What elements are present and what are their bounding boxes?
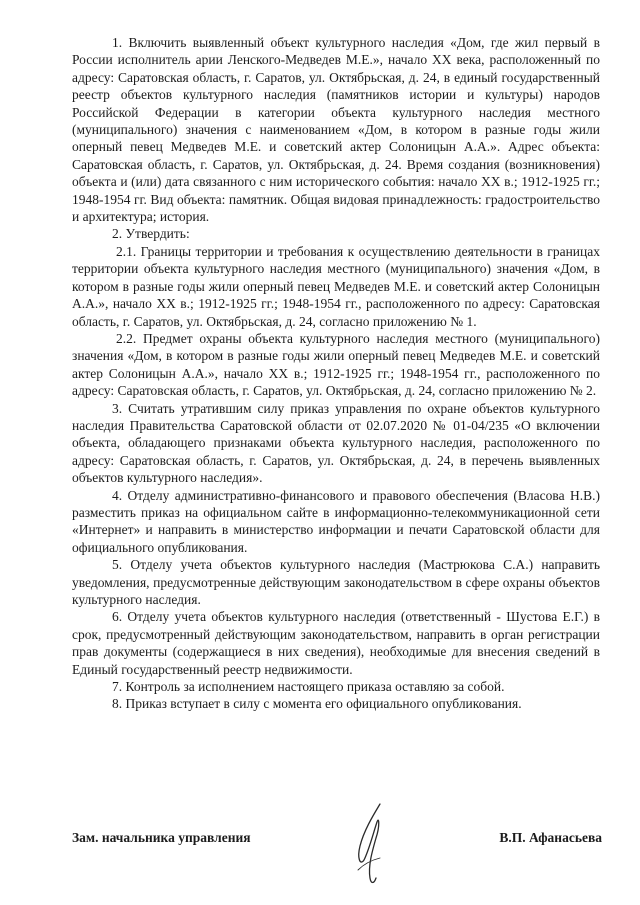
paragraph-8: 8. Приказ вступает в силу с момента его официального опубликования. — [112, 696, 522, 712]
signatory-position: Зам. начальника управления — [72, 830, 251, 845]
paragraph-2-1: 2.1. Границы территории и требования к осуществлению деятельности в границах территории объекта культурного наследия местного (муниципального) значения «Дом, в котором в разные годы жили оперный певец Медведев М.Е. и советский актер Солоницын А.А.», начало XX в.; 1912-1925 гг.; 1948-1954 гг., расположенного по адресу: Саратовская область, г. Саратов, ул. Октябрьская, д. 24, согласно приложению № 1. — [72, 243, 600, 329]
paragraph-3: 3. Считать утратившим силу приказ управления по охране объектов культурного наследия Правительства Саратовской области от 02.07.2020 № 01-04/235 «О включении объекта, обладающего признаками объекта культурного наследия, расположенного по адресу: Саратовская область, г. Саратов, ул. Октябрьская, д. 24, в перечень выявленных объектов культурного наследия». — [72, 400, 600, 486]
paragraph-2-2: 2.2. Предмет охраны объекта культурного наследия местного (муниципального) значения «Дом, в котором в разные годы жили оперный певец Медведев М.Е. и советский актер Солоницын А.А.», начало XX в.; 1912-1925 гг.; 1948-1954 гг., расположенного по адресу: Саратовская область, г. Саратов, ул. Октябрьская, д. 24, согласно приложению № 2. — [72, 330, 600, 399]
handwritten-signature — [340, 800, 400, 890]
paragraph-7: 7. Контроль за исполнением настоящего приказа оставляю за собой. — [112, 679, 505, 695]
paragraph-6: 6. Отделу учета объектов культурного наследия (ответственный - Шустова Е.Г.) в срок, предусмотренный действующим законодательством, направить в орган регистрации прав документы (содержащиеся в них сведения), необходимые для внесения сведений в Единый государственный реестр недвижимости. — [72, 609, 600, 677]
paragraph-4: 4. Отделу административно-финансового и правового обеспечения (Власова Н.В.) разместить приказ на официальном сайте в информационно-телекоммуникационной сети «Интернет» и направить в министерство информации и печати Саратовской области для официального опубликования. — [72, 487, 600, 555]
signatory-name: В.П. Афанасьева — [499, 830, 602, 845]
document-body — [72, 34, 600, 713]
paragraph-5: 5. Отделу учета объектов культурного наследия (Мастрюкова С.А.) направить уведомления, предусмотренные действующим законодательством в сфере охраны объектов культурного наследия. — [72, 557, 600, 607]
paragraph-2: 2. Утвердить: — [112, 226, 190, 242]
paragraph-1: 1. Включить выявленный объект культурного наследия «Дом, где жил первый в России исполнитель арии Ленского-Медведев М.Е.», начало XX века, расположенный по адресу: Саратовская область, г. Саратов, ул. Октябрьская, д. 24, в единый государственный реестр объектов культурного наследия (памятников истории и культуры) народов Российской Федерации в категории объекта культурного наследия местного (муниципального) значения с наименованием «Дом, в котором в разные годы жили оперный певец Медведев М.Е. и советский актер Солоницын А.А.». Адрес объекта: Саратовская область, г. Саратов, ул. Октябрьская, д. 24. Время создания (возникновения) объекта и (или) дата связанного с ним исторического события: начало XX в.; 1912-1925 гг.; 1948-1954 гг. Вид объекта: памятник. Общая видовая принадлежность: градостроительство и архитектура; история. — [72, 35, 600, 225]
